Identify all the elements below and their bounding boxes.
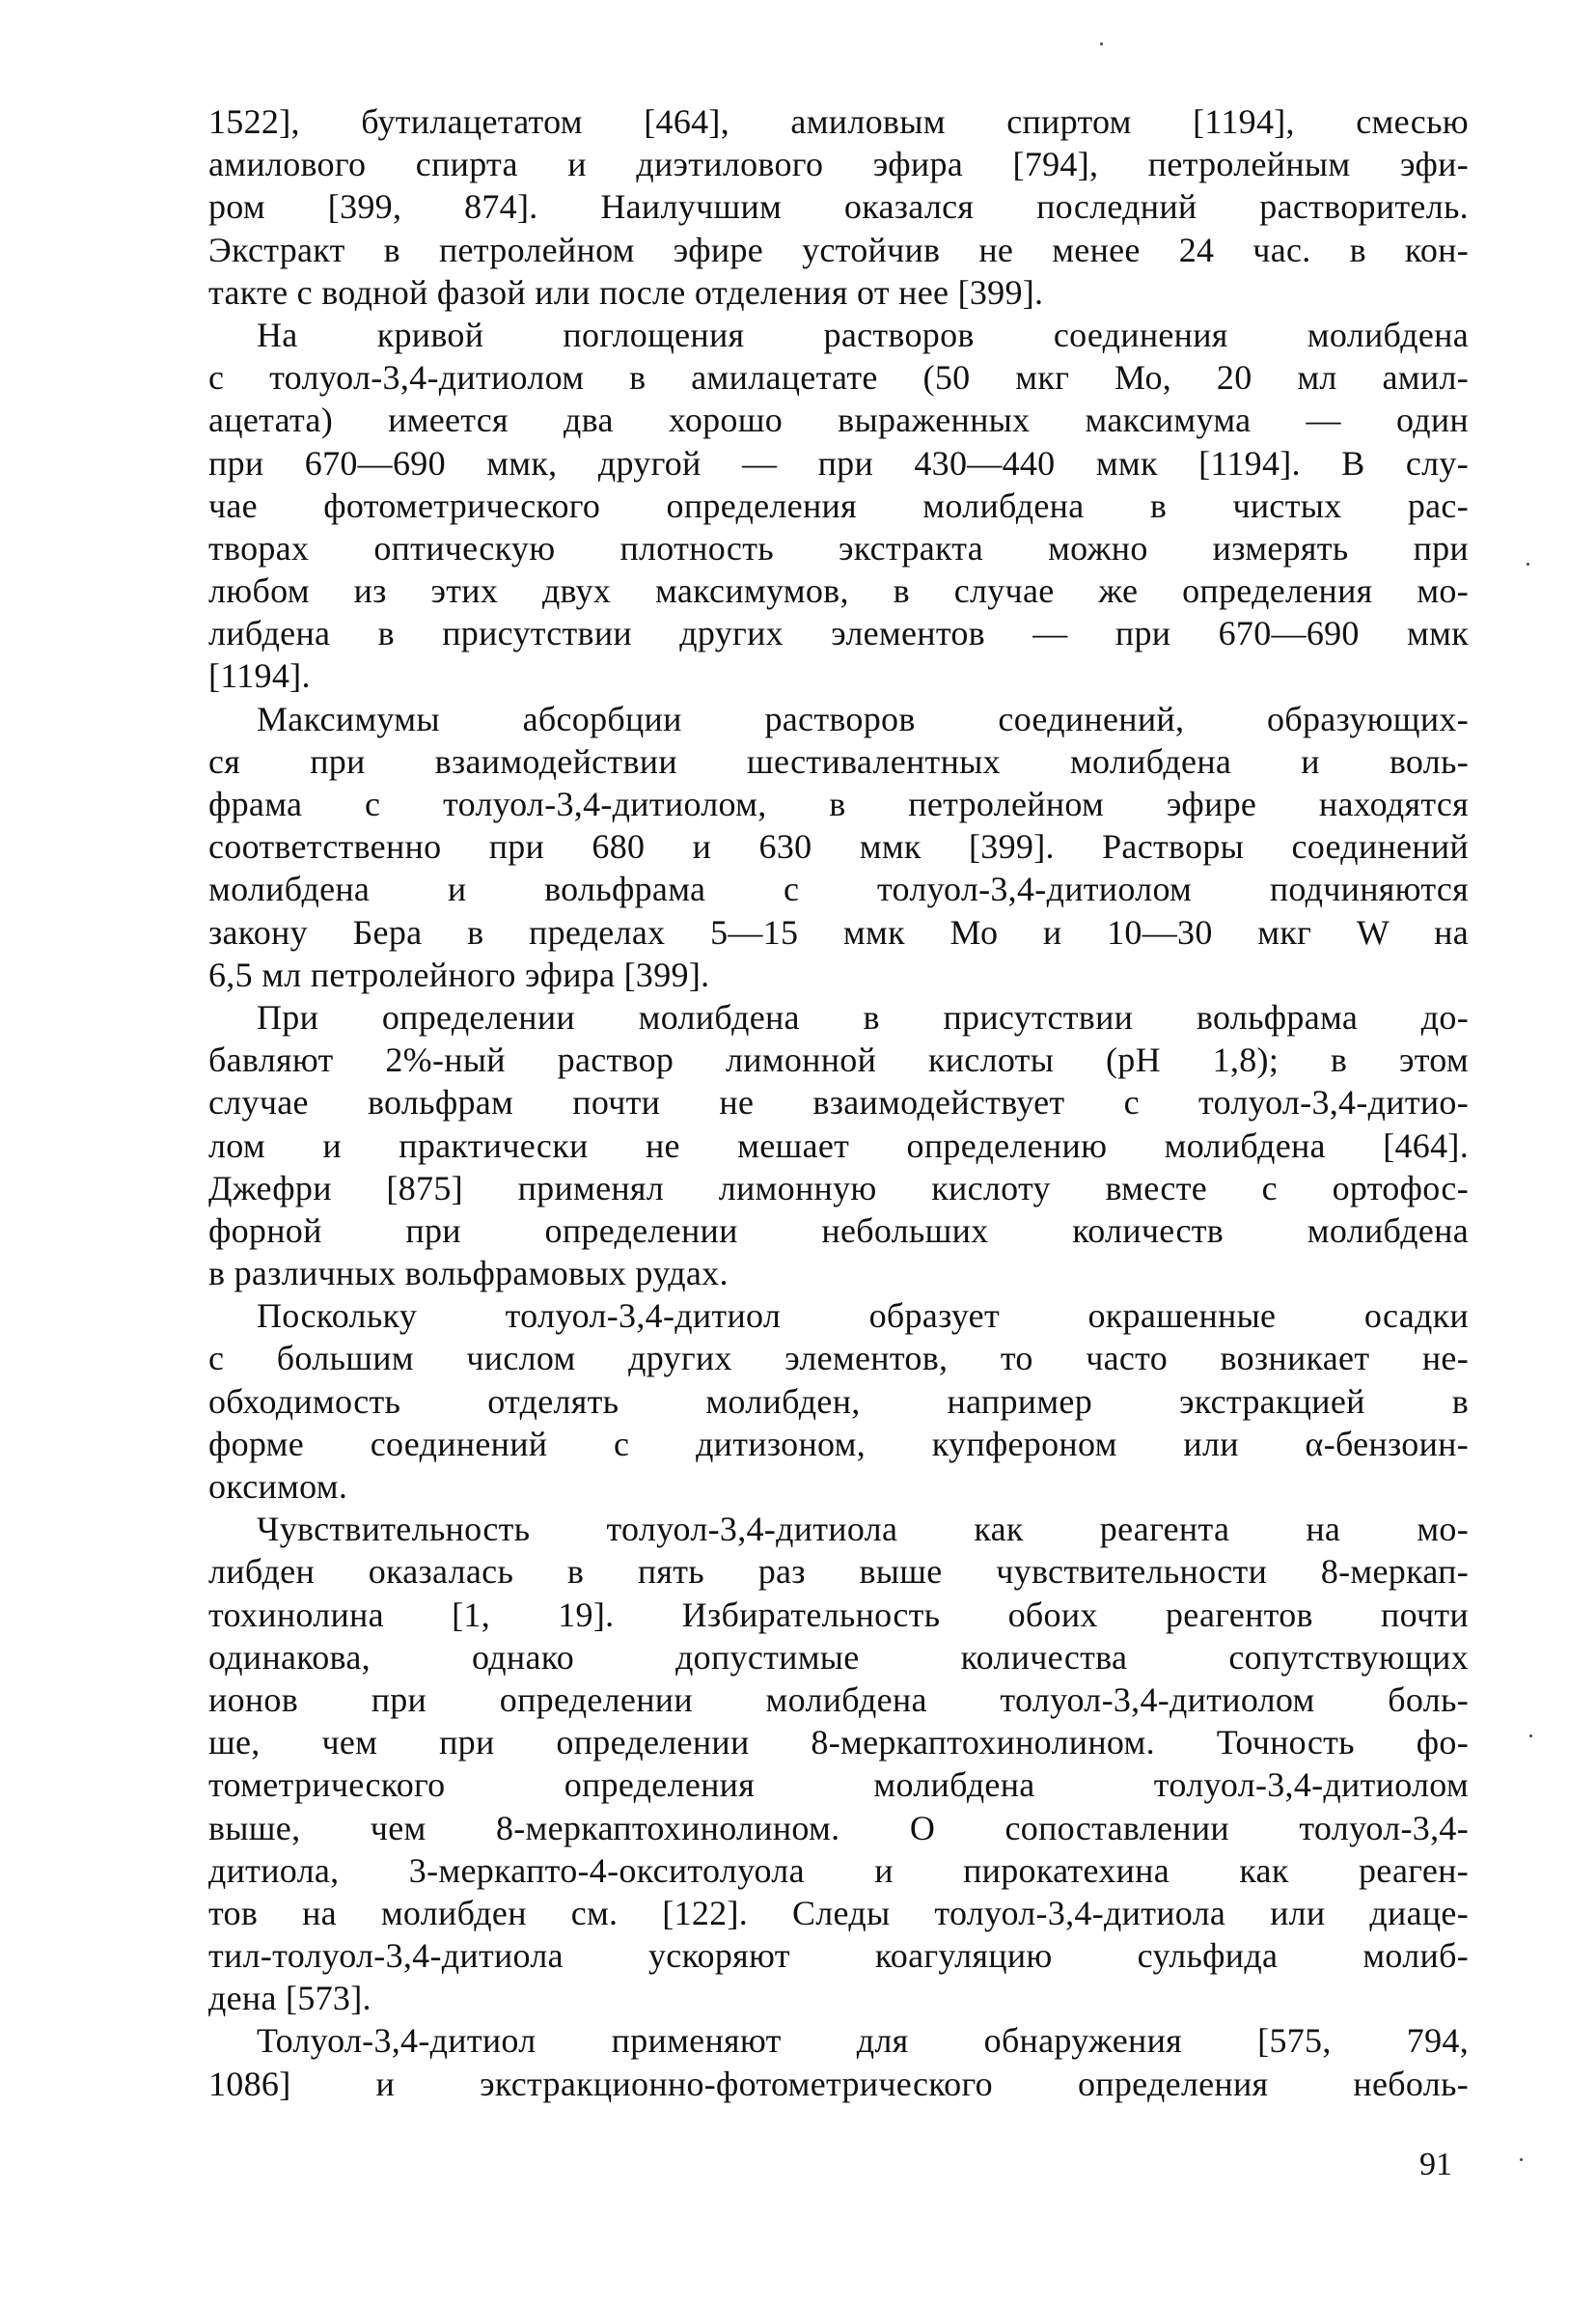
text-line: дитиола, 3-меркапто-4-окситолуола и пирокатехина как реаген- [208,1850,1469,1890]
text-line: [1194]. [208,656,311,696]
text-line: творах оптическую плотность экстракта можно измерять при [208,528,1469,568]
text-line: тохинолина [1, 19]. Избирательность обоих реагентов почти [208,1595,1469,1634]
text-line: оксимом. [208,1467,348,1506]
text-line: случае вольфрам почти не взаимодействует с толуол-3,4-дитио- [208,1083,1469,1123]
text-line: Толуол-3,4-дитиол применяют для обнаружения [575, 794, [257,2021,1469,2061]
text-line: ром [399, 874]. Наилучшим оказался последний растворитель. [208,187,1469,227]
text-line: форной при определении небольших количеств молибдена [208,1210,1469,1250]
text-line: ионов при определении молибдена толуол-3,4-дитиолом боль- [208,1679,1469,1719]
text-line: соответственно при 680 и 630 ммк [399]. Растворы соединений [208,827,1469,867]
text-line: Джефри [875] применял лимонную кислоту вместе с ортофос- [208,1168,1469,1207]
text-line: 1522], бутилацетатом [464], амиловым спиртом [1194], смесью [208,102,1469,141]
text-line: выше, чем 8-меркаптохинолином. О сопоставлении толуол-3,4- [208,1808,1469,1847]
text-line: молибдена и вольфрама с толуол-3,4-дитиолом подчиняются [208,870,1469,909]
text-line: с толуол-3,4-дитиолом в амилацетате (50 мкг Мо, 20 мл амил- [208,358,1469,398]
text-line: форме соединений с дитизоном, купфероном или α-бензоин- [208,1424,1469,1463]
text-line: либден оказалась в пять раз выше чувствительности 8-меркап- [208,1552,1469,1592]
text-line: при 670—690 ммк, другой — при 430—440 ммк [1194]. В слу- [208,443,1469,483]
paragraph [208,100,1469,314]
body-text [208,100,1469,2105]
paragraph [208,698,1469,996]
scan-speck [1100,42,1103,45]
text-line: закону Бера в пределах 5—15 ммк Мо и 10—30 мкг W на [208,912,1469,952]
text-line: любом из этих двух максимумов, в случае же определения мо- [208,571,1469,611]
paragraph [208,1294,1469,1508]
text-line: Поскольку толуол-3,4-дитиол образует окрашенные осадки [257,1296,1469,1336]
scan-speck [1529,1734,1532,1737]
text-line: фрама с толуол-3,4-дитиолом, в петролейном эфире находятся [208,785,1469,823]
text-line: бавляют 2%-ный раствор лимонной кислоты (pH 1,8); в этом [208,1041,1469,1080]
text-line: ся при взаимодействии шестивалентных молибдена и воль- [208,741,1469,781]
paragraph [208,314,1469,698]
text-line: Чувствительность толуол-3,4-дитиола как реагента на мо- [257,1510,1469,1549]
text-line: чае фотометрического определения молибдена в чистых рас- [208,486,1469,525]
text-line: либдена в присутствии других элементов — при 670—690 ммк [208,614,1469,653]
text-line: обходимость отделять молибден, например экстракцией в [208,1381,1469,1421]
text-line: амилового спирта и диэтилового эфира [794], петролейным эфи- [208,145,1469,184]
text-line: При определении молибдена в присутствии вольфрама до- [257,997,1469,1037]
text-line: тометрического определения молибдена толуол-3,4-дитиолом [208,1765,1469,1805]
scan-speck [1520,2158,1523,2161]
text-line: ацетата) имеется два хорошо выраженных максимума — один [208,401,1469,440]
text-line: лом и практически не мешает определению молибдена [464]. [208,1125,1469,1165]
text-line: 1086] и экстракционно-фотометрического определения неболь- [208,2064,1469,2103]
text-line: Экстракт в петролейном эфире устойчив не менее 24 час. в кон- [208,230,1469,269]
text-line: в различных вольфрамовых рудах. [208,1254,729,1293]
paragraph [208,996,1469,1294]
text-line: с большим числом других элементов, то часто возникает не- [208,1339,1469,1378]
text-line: такте с водной фазой или после отделения от нее [399]. [208,272,1044,312]
text-line: одинакова, однако допустимые количества сопутствующих [208,1637,1469,1677]
text-line: тил-толуол-3,4-дитиола ускоряют коагуляцию сульфида молиб- [208,1936,1469,1976]
text-line: ше, чем при определении 8-меркаптохинолином. Точность фо- [208,1723,1469,1762]
text-line: На кривой поглощения растворов соединения молибдена [257,315,1469,354]
text-line: Максимумы абсорбции растворов соединений, образующих- [257,699,1469,738]
scan-speck [1527,563,1529,566]
paragraph [208,1508,1469,2019]
text-line: 6,5 мл петролейного эфира [399]. [208,955,710,994]
page-number: 91 [1419,2147,1452,2182]
paragraph [208,2019,1469,2104]
text-line: дена [573]. [208,1979,371,2018]
text-line: тов на молибден см. [122]. Следы толуол-3,4-дитиола или диаце- [208,1893,1469,1932]
